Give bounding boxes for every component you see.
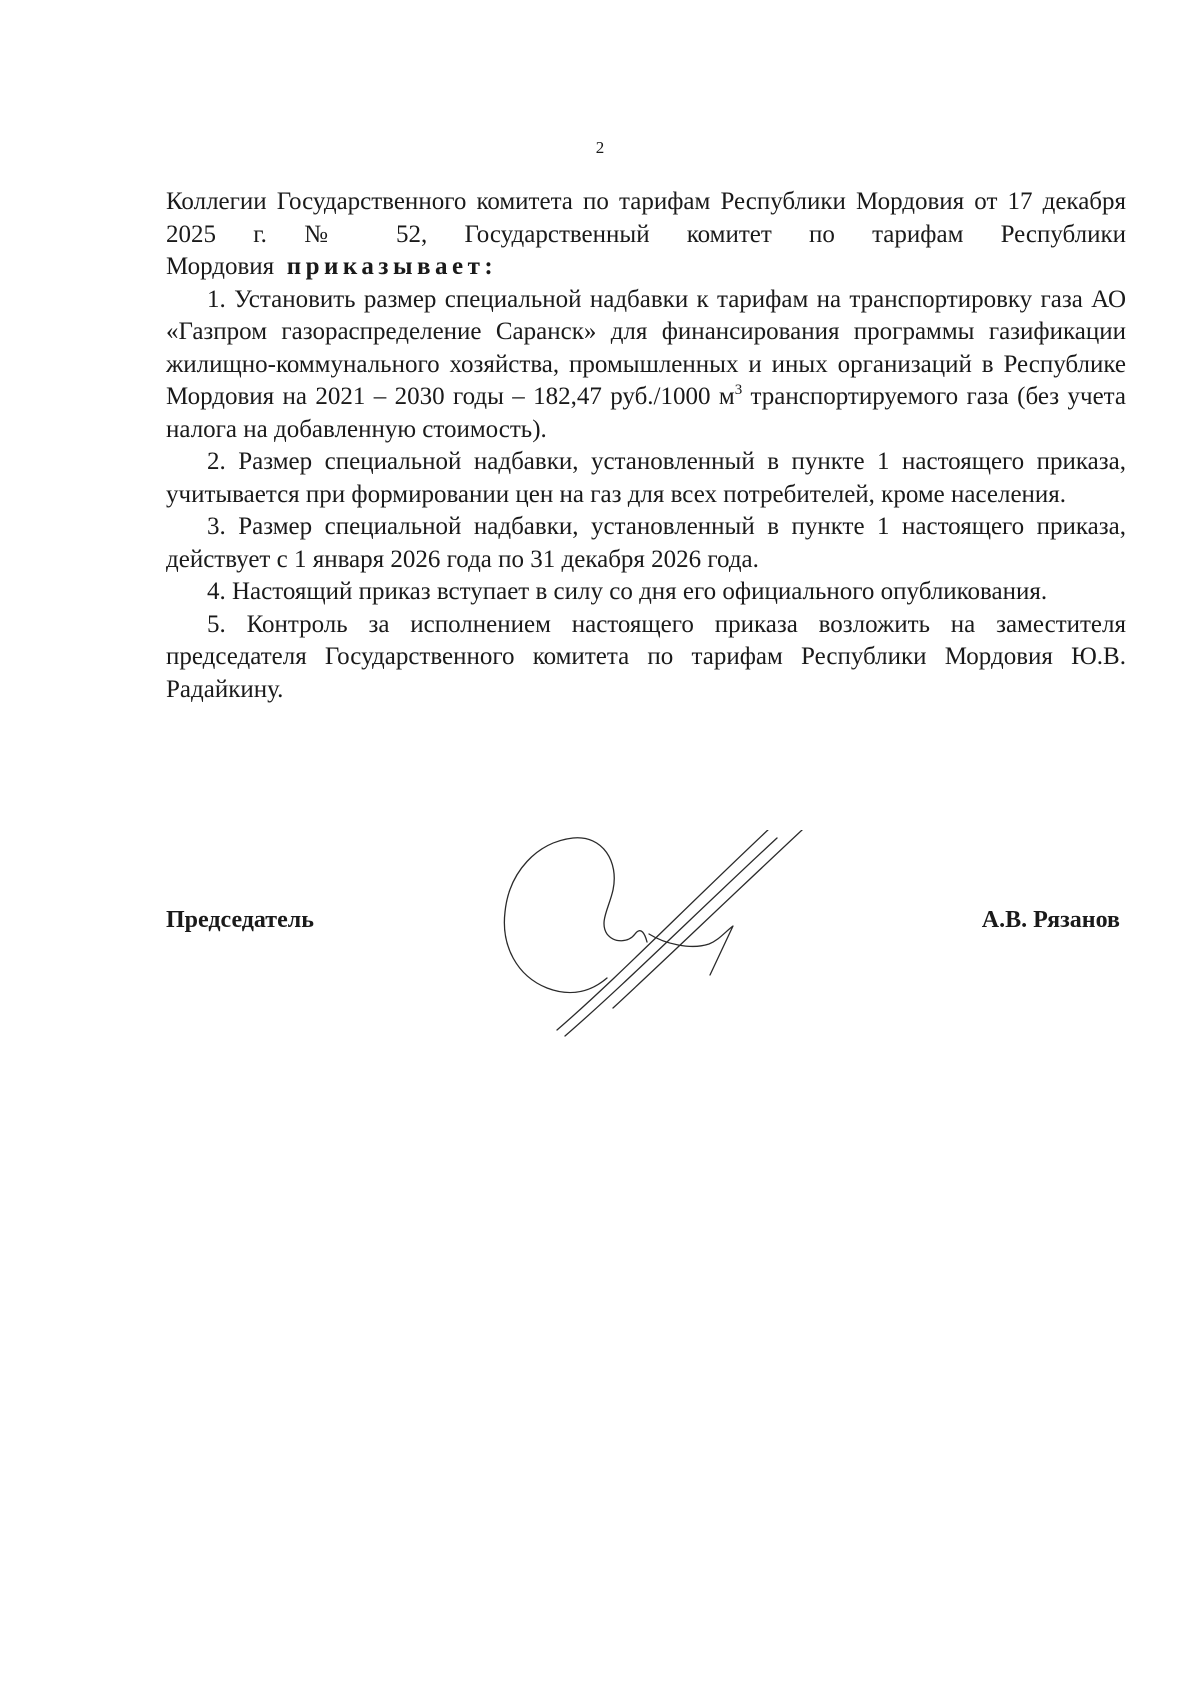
- page-number: 2: [595, 138, 605, 157]
- intro-line-1: Коллегии Государственного комитета по тарифам Республики Мордовия: [166, 188, 965, 215]
- superscript-3: 3: [734, 382, 743, 398]
- item-1: 1. Установить размер специальной надбавки к тарифам на транспортировку газа АО «Газпром газораспределение Саранск» для финансирования программы газификации жилищно-коммунального хозяйства, промышленных и иных организаций в Республике Мордовия на 2021 – 2030 годы – 182,47 руб./1000 $м^3$ транспортируемого газа (без учета налога на добавленную стоимость).: [166, 285, 1126, 443]
- item-3: 3. Размер специальной надбавки, установленный в пункте 1 настоящего приказа, действует с 1 января 2026 года по 31 декабря 2026 года.: [166, 513, 1126, 573]
- intro-line-3: Мордовия: [166, 253, 275, 280]
- item-2: 2. Размер специальной надбавки, установленный в пункте 1 настоящего приказа, учитывается при формировании цен на газ для всех потребителей, кроме населения.: [166, 448, 1126, 508]
- signatory-name: А.В. Рязанов: [981, 907, 1120, 933]
- decree-body: [166, 186, 1126, 706]
- intro-line-2: от 17 декабря 2025 г. № 52, Государственный комитет по тарифам Республики: [166, 188, 1127, 248]
- item-4: 4. Настоящий приказ вступает в силу со дня его официального опубликования.: [207, 578, 1048, 605]
- item-5: 5. Контроль за исполнением настоящего приказа возложить на заместителя председателя Государственного комитета по тарифам Республики Мордовия Ю.В. Радайкину.: [166, 610, 1126, 703]
- decree-word: приказывает:: [286, 253, 493, 280]
- intro-paragraph: [166, 186, 1126, 284]
- signatory-position: Председатель: [166, 907, 314, 933]
- signature-row: [166, 900, 1126, 940]
